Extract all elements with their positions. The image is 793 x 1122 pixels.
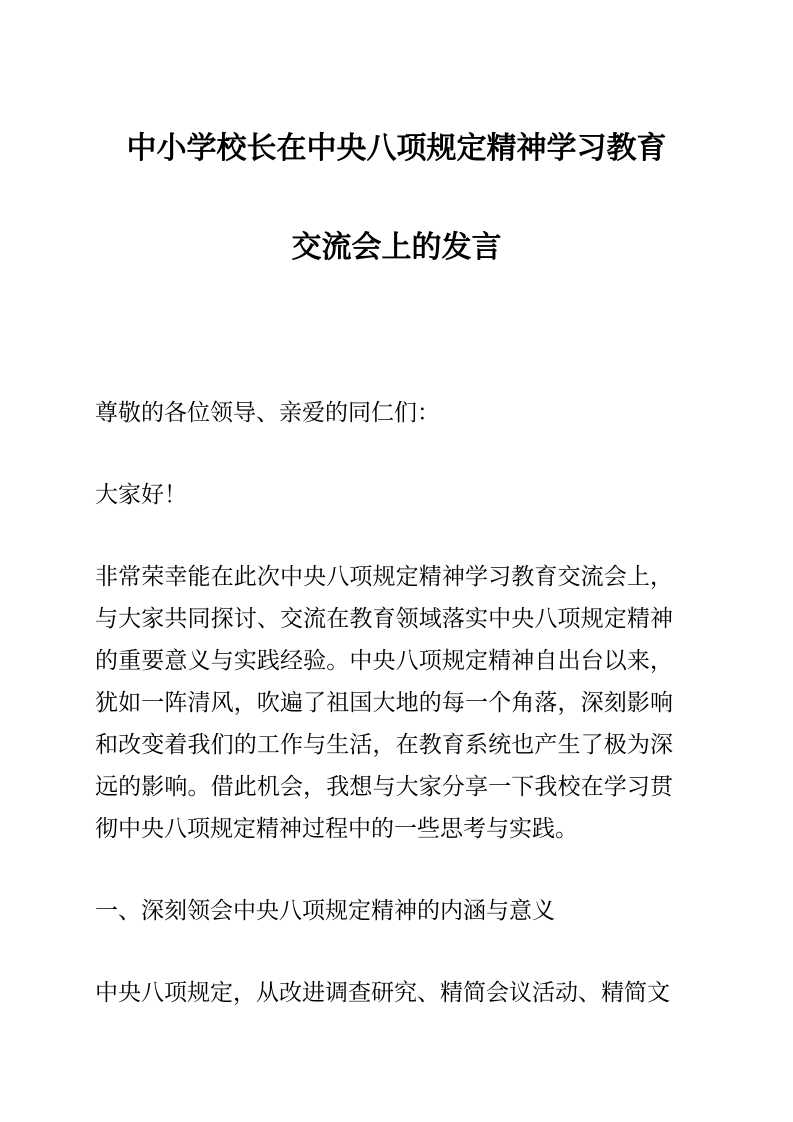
salutation-paragraph: 尊敬的各位领导、亲爱的同仁们：: [95, 399, 440, 425]
greeting-paragraph: 大家好！: [95, 481, 187, 507]
document-title-line-2: 交流会上的发言: [291, 231, 502, 264]
intro-paragraph: 非常荣幸能在此次中央八项规定精神学习教育交流会上，与大家共同探讨、交流在教育领域落实中央八项规定精神的重要意义与实践经验。中央八项规定精神自出台以来，犹如一阵清风，吹遍了祖国大地的每一个角落，深刻影响和改变着我们的工作与生活，在教育系统也产生了极为深远的影响。借此机会，我想与大家分享一下我校在学习贯彻中央八项规定精神过程中的一些思考与实践。: [95, 563, 673, 841]
section-heading-1: 一、深刻领会中央八项规定精神的内涵与意义: [95, 897, 555, 923]
document-title: [0, 0, 793, 297]
section-1-paragraph-truncated: 中央八项规定，从改进调查研究、精简会议活动、精简文: [95, 979, 670, 1005]
document-body: [95, 391, 673, 1013]
document-title-line-1: 中小学校长在中央八项规定精神学习教育: [126, 132, 667, 165]
